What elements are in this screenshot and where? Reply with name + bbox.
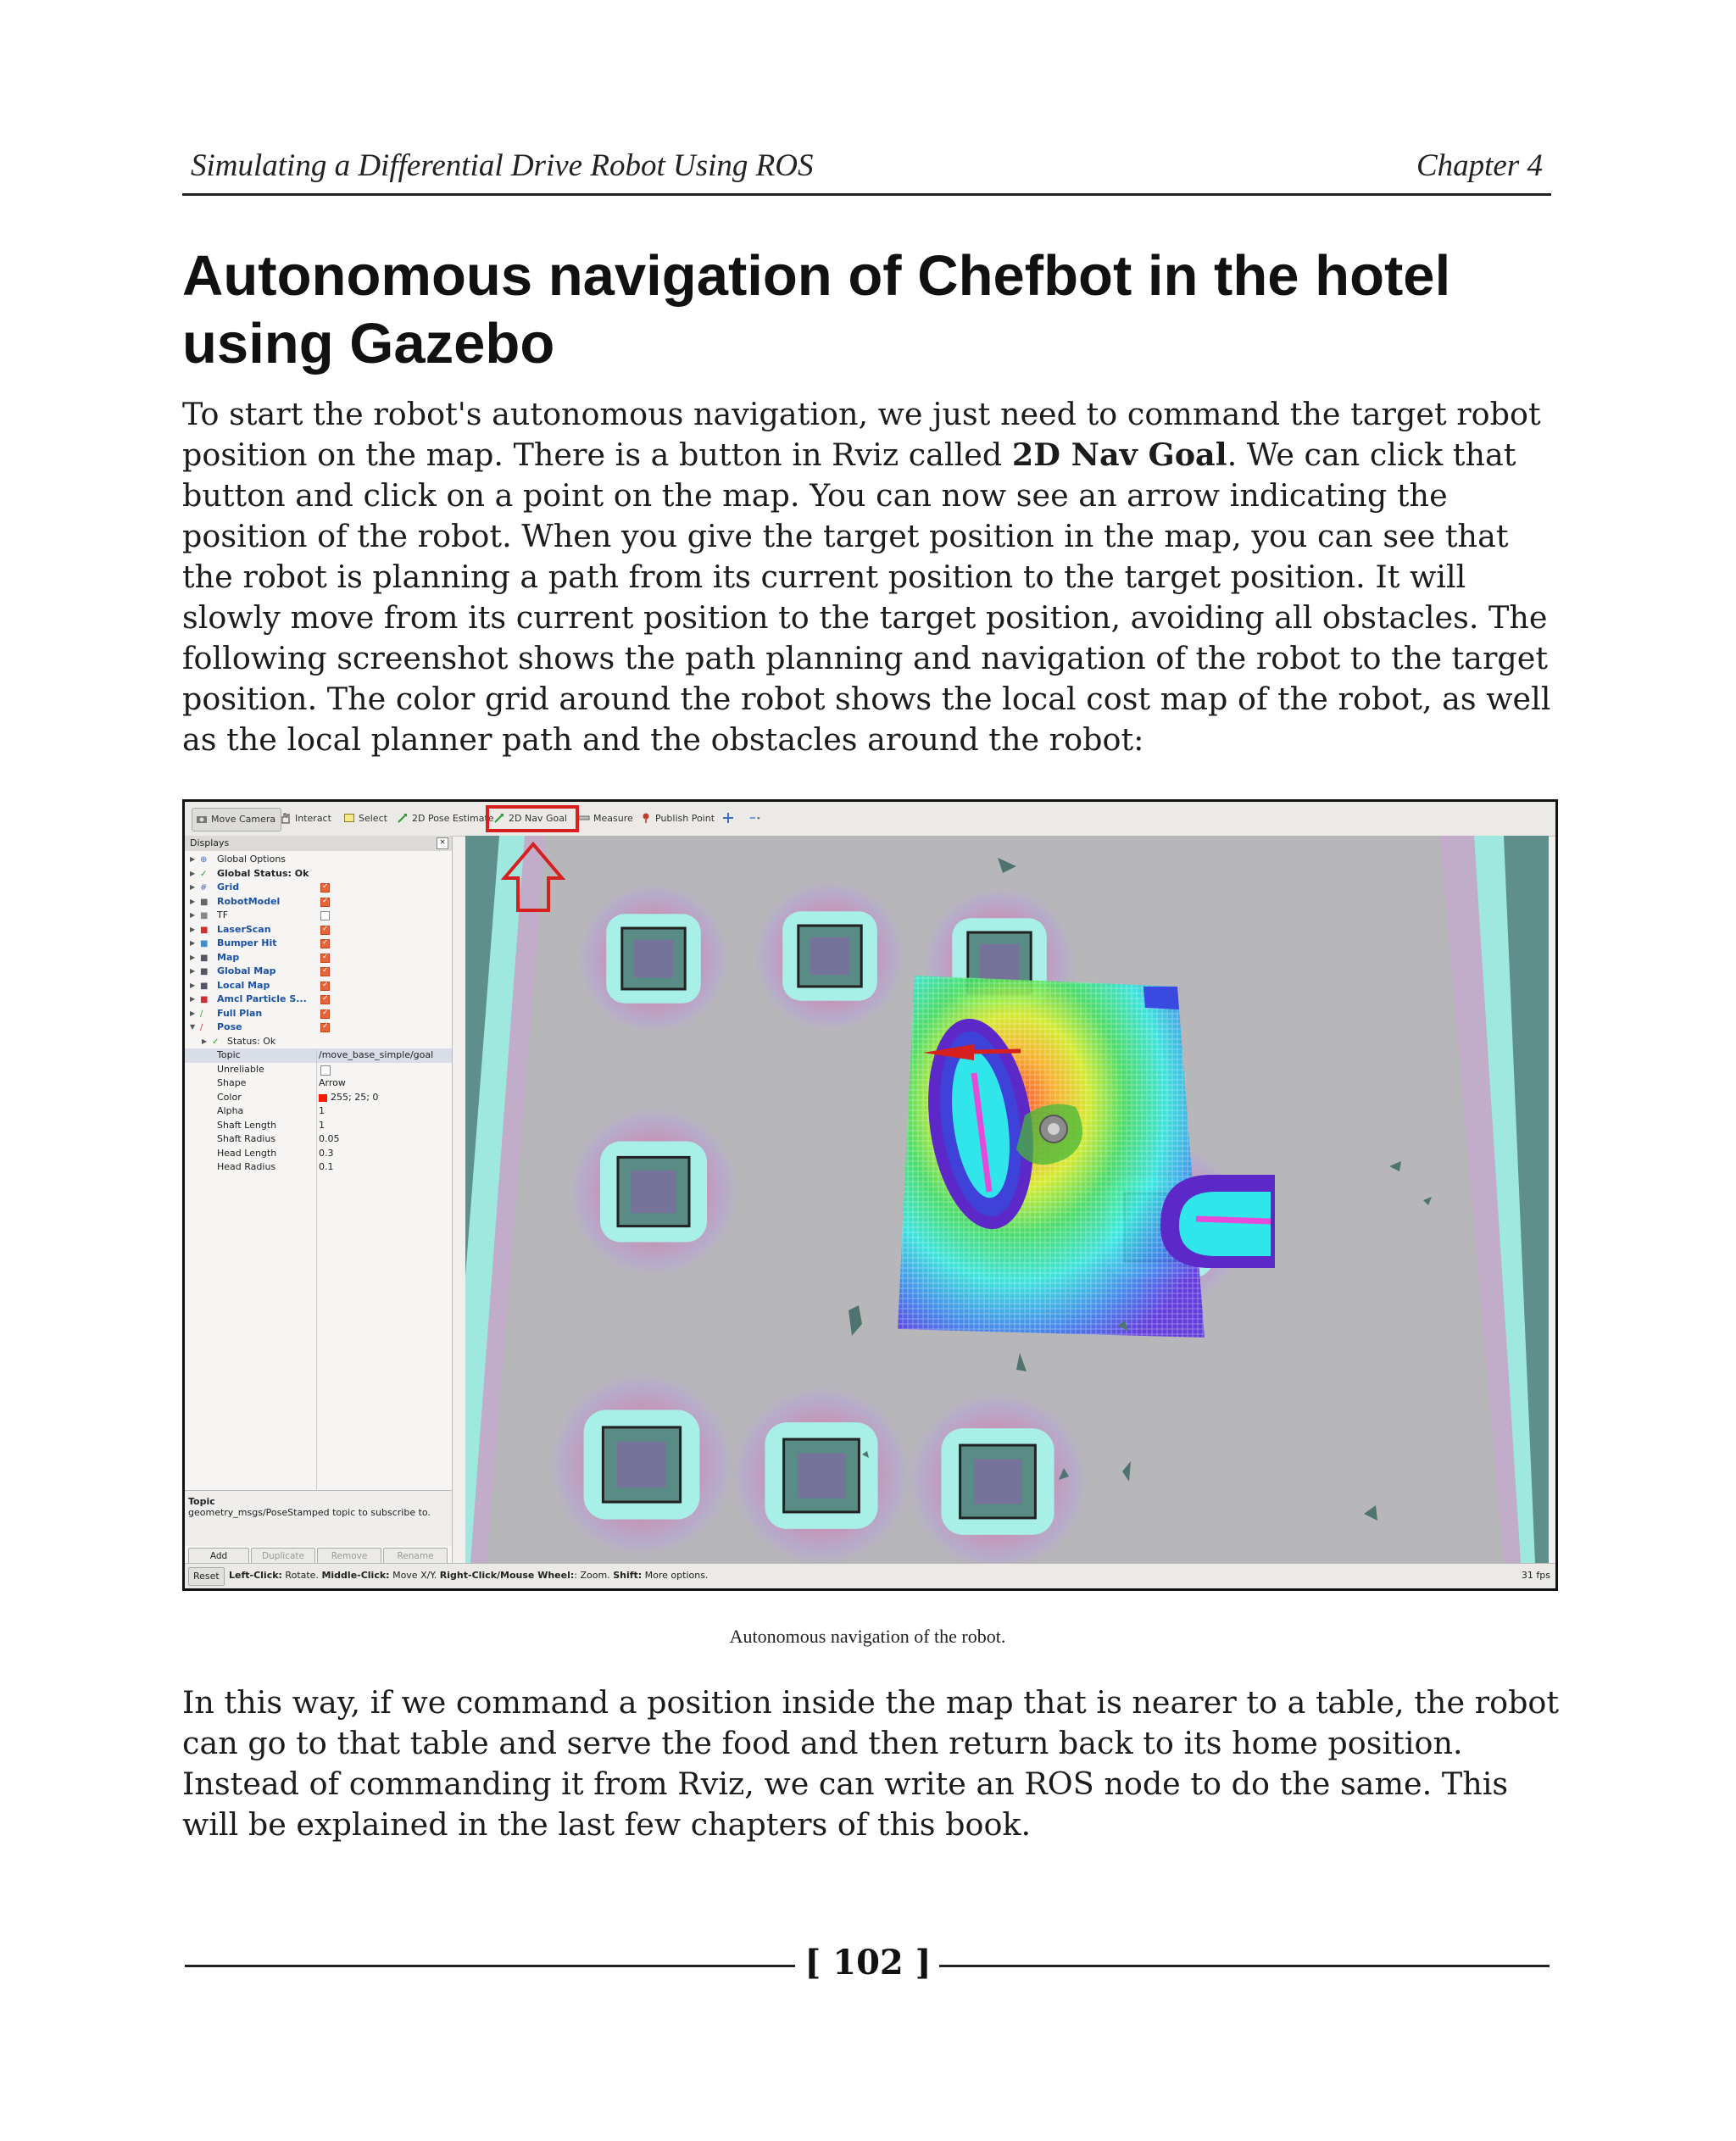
check-icon: ✓ bbox=[200, 869, 208, 879]
property-value[interactable]: 0.1 bbox=[319, 1161, 334, 1172]
bumper-icon: ■ bbox=[200, 939, 209, 948]
property-key: Head Radius bbox=[217, 1161, 276, 1172]
tf-icon: ■ bbox=[200, 911, 209, 920]
property-key: Shaft Length bbox=[217, 1119, 277, 1131]
display-item-label: Local Map bbox=[217, 979, 270, 991]
display-item[interactable] bbox=[185, 1020, 452, 1035]
display-item-label: Amcl Particle S... bbox=[217, 993, 307, 1004]
expand-arrow-icon[interactable]: ▼ bbox=[190, 1023, 196, 1031]
property-row[interactable] bbox=[185, 1147, 452, 1161]
reset-button[interactable]: Reset bbox=[188, 1567, 225, 1586]
property-value[interactable]: 1 bbox=[319, 1105, 325, 1116]
add-tool-button[interactable] bbox=[719, 808, 743, 830]
table-obstacle bbox=[572, 877, 735, 1040]
display-item[interactable] bbox=[185, 1035, 452, 1049]
display-item[interactable] bbox=[185, 1007, 452, 1021]
expand-arrow-icon[interactable]: ▶ bbox=[190, 939, 196, 947]
figure-caption: Autonomous navigation of the robot. bbox=[729, 1626, 1006, 1647]
property-key: Unreliable bbox=[217, 1063, 264, 1075]
minus-dropdown-icon bbox=[749, 812, 761, 824]
property-value[interactable]: 0.3 bbox=[319, 1147, 334, 1159]
property-description bbox=[185, 1490, 452, 1546]
property-row[interactable] bbox=[185, 1104, 452, 1119]
expand-arrow-icon[interactable]: ▶ bbox=[190, 925, 196, 933]
property-row[interactable] bbox=[185, 1119, 452, 1133]
expand-arrow-icon[interactable]: ▶ bbox=[190, 953, 196, 961]
expand-arrow-icon[interactable]: ▶ bbox=[190, 967, 196, 975]
pin-icon bbox=[640, 812, 652, 824]
display-item[interactable] bbox=[185, 979, 452, 993]
expand-arrow-icon[interactable]: ▶ bbox=[190, 911, 196, 919]
unreliable-checkbox[interactable] bbox=[320, 1065, 331, 1076]
map-icon: ■ bbox=[200, 967, 209, 976]
expand-arrow-icon[interactable]: ▶ bbox=[190, 981, 196, 989]
paragraph-bold-term: 2D Nav Goal bbox=[1011, 437, 1227, 473]
page-number: [ 102 ] bbox=[804, 1943, 932, 1983]
tool-label: 2D Pose Estimate bbox=[412, 813, 494, 824]
property-value[interactable]: 1 bbox=[319, 1119, 325, 1131]
display-enable-checkbox[interactable] bbox=[320, 926, 330, 935]
column-divider bbox=[316, 1049, 317, 1490]
inflated-obstacle-right bbox=[1160, 1175, 1275, 1268]
hand-icon bbox=[280, 812, 292, 824]
fps-readout: 31 fps bbox=[1521, 1570, 1550, 1581]
display-item[interactable] bbox=[185, 895, 452, 909]
ruler-icon bbox=[578, 812, 590, 824]
display-item-label: Map bbox=[217, 951, 240, 963]
description-text: geometry_msgs/PoseStamped topic to subscribe to. bbox=[188, 1507, 431, 1518]
tool-label: Interact bbox=[295, 813, 331, 824]
display-item[interactable] bbox=[185, 937, 452, 951]
paragraph-text: To start the robot's autonomous navigation, we just need to command the target robot position on the map. There is a button in Rviz called bbox=[182, 396, 1541, 473]
path-icon: ∕ bbox=[200, 1009, 203, 1019]
footer-rule-left bbox=[185, 1965, 795, 1967]
property-key: Color bbox=[217, 1091, 242, 1103]
display-item-label: Global Status: Ok bbox=[217, 867, 309, 879]
display-item[interactable] bbox=[185, 993, 452, 1007]
close-icon[interactable]: × bbox=[437, 837, 448, 849]
rename-display-button[interactable]: Rename bbox=[383, 1548, 448, 1565]
display-item-label: LaserScan bbox=[217, 923, 271, 935]
display-enable-checkbox[interactable] bbox=[320, 995, 330, 1004]
hint-text: Rotate. bbox=[281, 1570, 322, 1581]
display-enable-checkbox[interactable] bbox=[320, 1009, 330, 1019]
display-item-label: Bumper Hit bbox=[217, 937, 277, 948]
displays-panel-title bbox=[185, 836, 452, 851]
tool-label: Publish Point bbox=[655, 813, 715, 824]
duplicate-display-button[interactable]: Duplicate bbox=[251, 1548, 315, 1565]
running-header bbox=[182, 144, 1551, 196]
display-enable-checkbox[interactable] bbox=[320, 898, 330, 907]
check-icon: ✓ bbox=[212, 1037, 220, 1047]
property-row[interactable] bbox=[185, 1091, 452, 1105]
property-row[interactable] bbox=[185, 1076, 452, 1091]
pose-icon: ∕ bbox=[200, 1023, 203, 1032]
display-item-label: Global Map bbox=[217, 965, 276, 976]
hint-key: Left-Click: bbox=[229, 1570, 282, 1581]
tool-move-camera[interactable] bbox=[192, 808, 281, 831]
expand-arrow-icon[interactable]: ▶ bbox=[190, 883, 196, 891]
property-value[interactable]: Arrow bbox=[319, 1077, 346, 1088]
footer-rule-right bbox=[939, 1965, 1550, 1967]
display-enable-checkbox[interactable] bbox=[320, 1023, 330, 1032]
displays-button-bar bbox=[185, 1546, 452, 1565]
expand-arrow-icon[interactable]: ▶ bbox=[190, 1009, 196, 1017]
remove-display-button[interactable]: Remove bbox=[317, 1548, 381, 1565]
display-item[interactable] bbox=[185, 881, 452, 895]
green-arrow-icon bbox=[397, 812, 409, 824]
hint-key: Middle-Click: bbox=[321, 1570, 390, 1581]
display-enable-checkbox[interactable] bbox=[320, 911, 330, 920]
property-row[interactable] bbox=[185, 1048, 452, 1063]
remove-tool-menu[interactable] bbox=[746, 808, 770, 830]
tool-measure[interactable] bbox=[575, 808, 638, 830]
expand-arrow-icon[interactable]: ▶ bbox=[190, 855, 196, 863]
tool-label: 2D Nav Goal bbox=[509, 813, 567, 824]
table-obstacle bbox=[748, 875, 911, 1037]
expand-arrow-icon[interactable]: ▶ bbox=[190, 869, 196, 877]
property-value[interactable]: 255; 25; 0 bbox=[331, 1091, 379, 1103]
tool-label: Select bbox=[359, 813, 387, 824]
rviz-toolbar bbox=[185, 802, 1555, 837]
displays-title-label: Displays bbox=[190, 837, 230, 848]
property-row[interactable] bbox=[185, 1132, 452, 1147]
select-box-icon bbox=[343, 812, 355, 824]
display-item[interactable] bbox=[185, 853, 452, 867]
tool-2d-pose-estimate[interactable] bbox=[393, 808, 499, 830]
property-row[interactable] bbox=[185, 1160, 452, 1175]
description-title: Topic bbox=[188, 1496, 215, 1507]
property-value[interactable]: 0.05 bbox=[319, 1133, 340, 1144]
display-enable-checkbox[interactable] bbox=[320, 883, 330, 893]
status-bar bbox=[185, 1563, 1555, 1589]
display-enable-checkbox[interactable] bbox=[320, 967, 330, 976]
nav-goal-highlight-box bbox=[486, 805, 579, 832]
property-key: Alpha bbox=[217, 1105, 244, 1116]
grid-icon: # bbox=[200, 883, 208, 893]
tool-publish-point[interactable] bbox=[637, 808, 720, 830]
paragraph-text: . We can click that button and click on a point on the map. You can now see an arrow indicating the position of the robot. When you give the target position in the map, you can see that the robot is planning a path from its current position to the target position. It will slowly move from its current position to the target position, avoiding all obstacles. The following screenshot shows the path planning and navigation of the robot to the target position. The color grid around the robot shows the local cost map of the robot, as well as the local planner path and the obstacles around the robot: bbox=[182, 437, 1551, 758]
hint-text: More options. bbox=[642, 1570, 709, 1581]
display-item-label: Status: Ok bbox=[227, 1035, 276, 1047]
rviz-screenshot bbox=[182, 799, 1558, 1591]
tool-label: Move Camera bbox=[211, 814, 276, 825]
property-key: Topic bbox=[217, 1049, 241, 1060]
color-swatch[interactable] bbox=[319, 1094, 327, 1102]
display-enable-checkbox[interactable] bbox=[320, 939, 330, 948]
property-key: Head Length bbox=[217, 1147, 277, 1159]
tool-label: Measure bbox=[593, 813, 633, 824]
hint-key: Shift: bbox=[613, 1570, 643, 1581]
display-item-label: RobotModel bbox=[217, 895, 281, 907]
plus-move-icon bbox=[722, 812, 734, 824]
display-item[interactable] bbox=[185, 951, 452, 965]
map-icon: ■ bbox=[200, 953, 209, 963]
property-key: Shaft Radius bbox=[217, 1133, 276, 1144]
display-item[interactable] bbox=[185, 909, 452, 923]
hint-text: Move X/Y. bbox=[389, 1570, 440, 1581]
display-item[interactable] bbox=[185, 923, 452, 937]
display-item-label: Global Options bbox=[217, 854, 287, 865]
map-icon: ■ bbox=[200, 981, 209, 991]
display-enable-checkbox[interactable] bbox=[320, 954, 330, 963]
table-obstacle bbox=[542, 1365, 742, 1563]
display-enable-checkbox[interactable] bbox=[320, 982, 330, 991]
rviz-3d-viewport[interactable] bbox=[465, 836, 1549, 1563]
property-value[interactable]: /move_base_simple/goal bbox=[319, 1049, 434, 1060]
displays-panel bbox=[185, 836, 453, 1563]
hint-text: : Zoom. bbox=[574, 1570, 614, 1581]
expand-arrow-icon[interactable]: ▶ bbox=[190, 995, 196, 1003]
running-header-chapter: Chapter 4 bbox=[1416, 148, 1543, 183]
display-item[interactable] bbox=[185, 867, 452, 881]
property-key: Shape bbox=[217, 1077, 247, 1088]
status-hint bbox=[229, 1564, 708, 1588]
section-heading: Autonomous navigation of Chefbot in the hotel using Gazebo bbox=[182, 244, 1451, 375]
robot-icon: ■ bbox=[200, 897, 209, 907]
laser-icon: ■ bbox=[200, 925, 209, 935]
body-paragraph-1 bbox=[182, 394, 1564, 760]
globe-icon: ⊕ bbox=[200, 855, 208, 865]
hint-key: Right-Click/Mouse Wheel: bbox=[439, 1570, 575, 1581]
add-display-button[interactable]: Add bbox=[188, 1548, 249, 1565]
display-item-label: Pose bbox=[217, 1021, 242, 1032]
display-item-label: Full Plan bbox=[217, 1007, 263, 1019]
running-header-title: Simulating a Differential Drive Robot Using ROS bbox=[191, 148, 814, 183]
body-paragraph-2: In this way, if we command a position inside the map that is nearer to a table, the robot can go to that table and serve the food and then return back to its home position. Instead of commanding it from Rviz, we can write an ROS node to do the same. This will be explained in the last few chapters of this book. bbox=[182, 1684, 1560, 1843]
expand-arrow-icon[interactable]: ▶ bbox=[202, 1037, 208, 1045]
particles-icon: ■ bbox=[200, 995, 209, 1004]
display-item-label: TF bbox=[217, 909, 229, 920]
display-item-label: Grid bbox=[217, 881, 240, 893]
tool-interact[interactable] bbox=[276, 808, 337, 830]
display-item[interactable] bbox=[185, 965, 452, 979]
expand-arrow-icon[interactable]: ▶ bbox=[190, 897, 196, 905]
property-row[interactable] bbox=[185, 1063, 452, 1077]
table-obstacle bbox=[562, 1100, 746, 1284]
tool-select[interactable] bbox=[340, 808, 392, 830]
camera-icon bbox=[196, 813, 208, 825]
